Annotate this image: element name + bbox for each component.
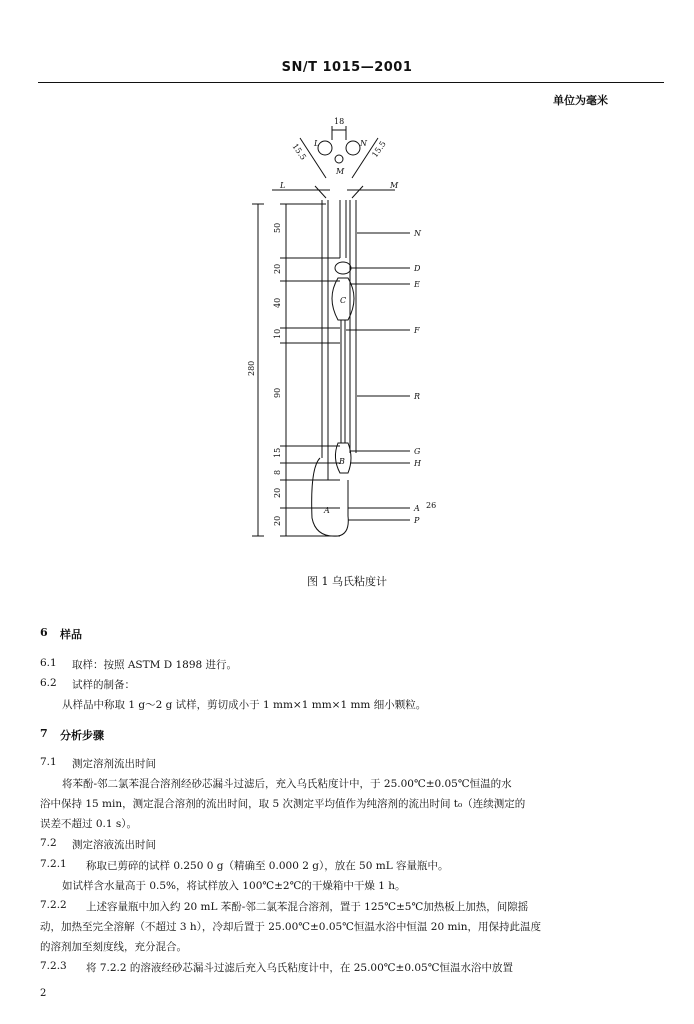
dim-15-5-right: 15.5 — [370, 139, 388, 160]
bulb-C: C — [340, 296, 347, 305]
header-rule — [38, 82, 664, 83]
ubbelohde-viscometer-figure — [230, 108, 480, 568]
section-7-2-3-num: 7.2.3 — [40, 960, 67, 972]
dim-280: 280 — [247, 360, 256, 376]
label-L-bottom: L — [280, 181, 286, 190]
dim-50: 50 — [273, 222, 282, 233]
dim-18: 18 — [334, 117, 345, 126]
callout-E: E — [414, 280, 420, 289]
label-M-bottom: M — [390, 181, 399, 190]
dim-15: 15 — [273, 447, 282, 458]
section-7-1-line-2: 浴中保持 15 min，测定混合溶剂的流出时间，取 5 次测定平均值作为纯溶剂的流出时间 t₀（连续测定的 — [40, 798, 526, 810]
label-N-top: N — [360, 139, 367, 148]
dim-20c: 20 — [273, 515, 282, 526]
callout-G: G — [414, 447, 421, 456]
callout-N: N — [414, 229, 421, 238]
tube-l-section — [318, 141, 332, 155]
section-7-2-1-text: 称取已剪碎的试样 0.250 0 g（精确至 0.000 2 g），放在 50 mL 容量瓶中。 — [86, 860, 449, 872]
callout-R: R — [414, 392, 421, 401]
label-M-top: M — [336, 167, 345, 176]
unit-note: 单位为毫米 — [553, 94, 608, 107]
section-6-1-text: 取样：按照 ASTM D 1898 进行。 — [72, 659, 238, 671]
section-7-1-num: 7.1 — [40, 756, 57, 768]
tube-m-section — [335, 155, 343, 163]
dim-20b: 20 — [273, 487, 282, 498]
dim-40: 40 — [273, 297, 282, 308]
section-7-2-2-num: 7.2.2 — [40, 899, 67, 911]
section-6-title: 样品 — [60, 628, 82, 641]
section-7-1-line-1: 将苯酚-邻二氯苯混合溶剂经砂芯漏斗过滤后，充入乌氏粘度计中，于 25.00℃±0.05℃恒温的水 — [62, 778, 512, 790]
section-7-2-num: 7.2 — [40, 837, 57, 849]
callout-F: F — [414, 326, 420, 335]
bulb-B: B — [339, 457, 345, 466]
section-6-num: 6 — [40, 626, 48, 639]
bulb-A: A — [324, 506, 330, 515]
dim-20a: 20 — [273, 263, 282, 274]
page-header: SN/T 1015—2001 — [281, 60, 413, 75]
section-7-2-1-body: 如试样含水量高于 0.5%，将试样放入 100℃±2℃的干燥箱中干燥 1 h。 — [62, 880, 406, 892]
page-number: 2 — [40, 988, 47, 999]
section-7-2-2-line-1: 动，加热至完全溶解（不超过 3 h），冷却后置于 25.00℃±0.05℃恒温水浴中恒温 20 min，用保持此温度 — [40, 921, 542, 933]
dim-15-5-left: 15.5 — [290, 141, 308, 162]
section-7-2-title: 测定溶液流出时间 — [72, 839, 156, 851]
callout-P: P — [414, 516, 420, 525]
dim-8: 8 — [273, 469, 282, 475]
callout-A-value: 26 — [426, 501, 437, 510]
section-7-2-1-num: 7.2.1 — [40, 858, 67, 870]
section-6-2-title: 试样的制备： — [72, 679, 135, 691]
callout-D: D — [414, 264, 421, 273]
section-7-1-title: 测定溶剂流出时间 — [72, 758, 156, 770]
figure-caption: 图 1 乌氏粘度计 — [307, 575, 387, 588]
label-L-top: L — [314, 139, 320, 148]
tube-n-section — [346, 141, 360, 155]
section-7-2-3-text: 将 7.2.2 的溶液经砂芯漏斗过滤后充入乌氏粘度计中，在 25.00℃±0.05℃恒温水浴中放置 — [86, 962, 513, 974]
section-6-2-body: 从样品中称取 1 g～2 g 试样，剪切成小于 1 mm×1 mm×1 mm 细小颗粒。 — [62, 699, 427, 711]
section-7-2-2-text: 上述容量瓶中加入约 20 mL 苯酚-邻二氯苯混合溶剂，置于 125℃±5℃加热板上加热，间隙摇 — [86, 901, 529, 913]
dim-90: 90 — [273, 387, 282, 398]
section-6-2-num: 6.2 — [40, 677, 57, 689]
section-6-1-num: 6.1 — [40, 657, 57, 669]
section-7-title: 分析步骤 — [60, 729, 104, 742]
dim-10: 10 — [273, 328, 282, 339]
callout-H: H — [414, 459, 421, 468]
section-7-2-2-line-2: 的溶剂加至刻度线，充分混合。 — [40, 941, 187, 953]
callout-A: A — [414, 504, 420, 513]
section-7-num: 7 — [40, 727, 48, 740]
section-7-1-line-3: 误差不超过 0.1 s）。 — [40, 818, 138, 830]
